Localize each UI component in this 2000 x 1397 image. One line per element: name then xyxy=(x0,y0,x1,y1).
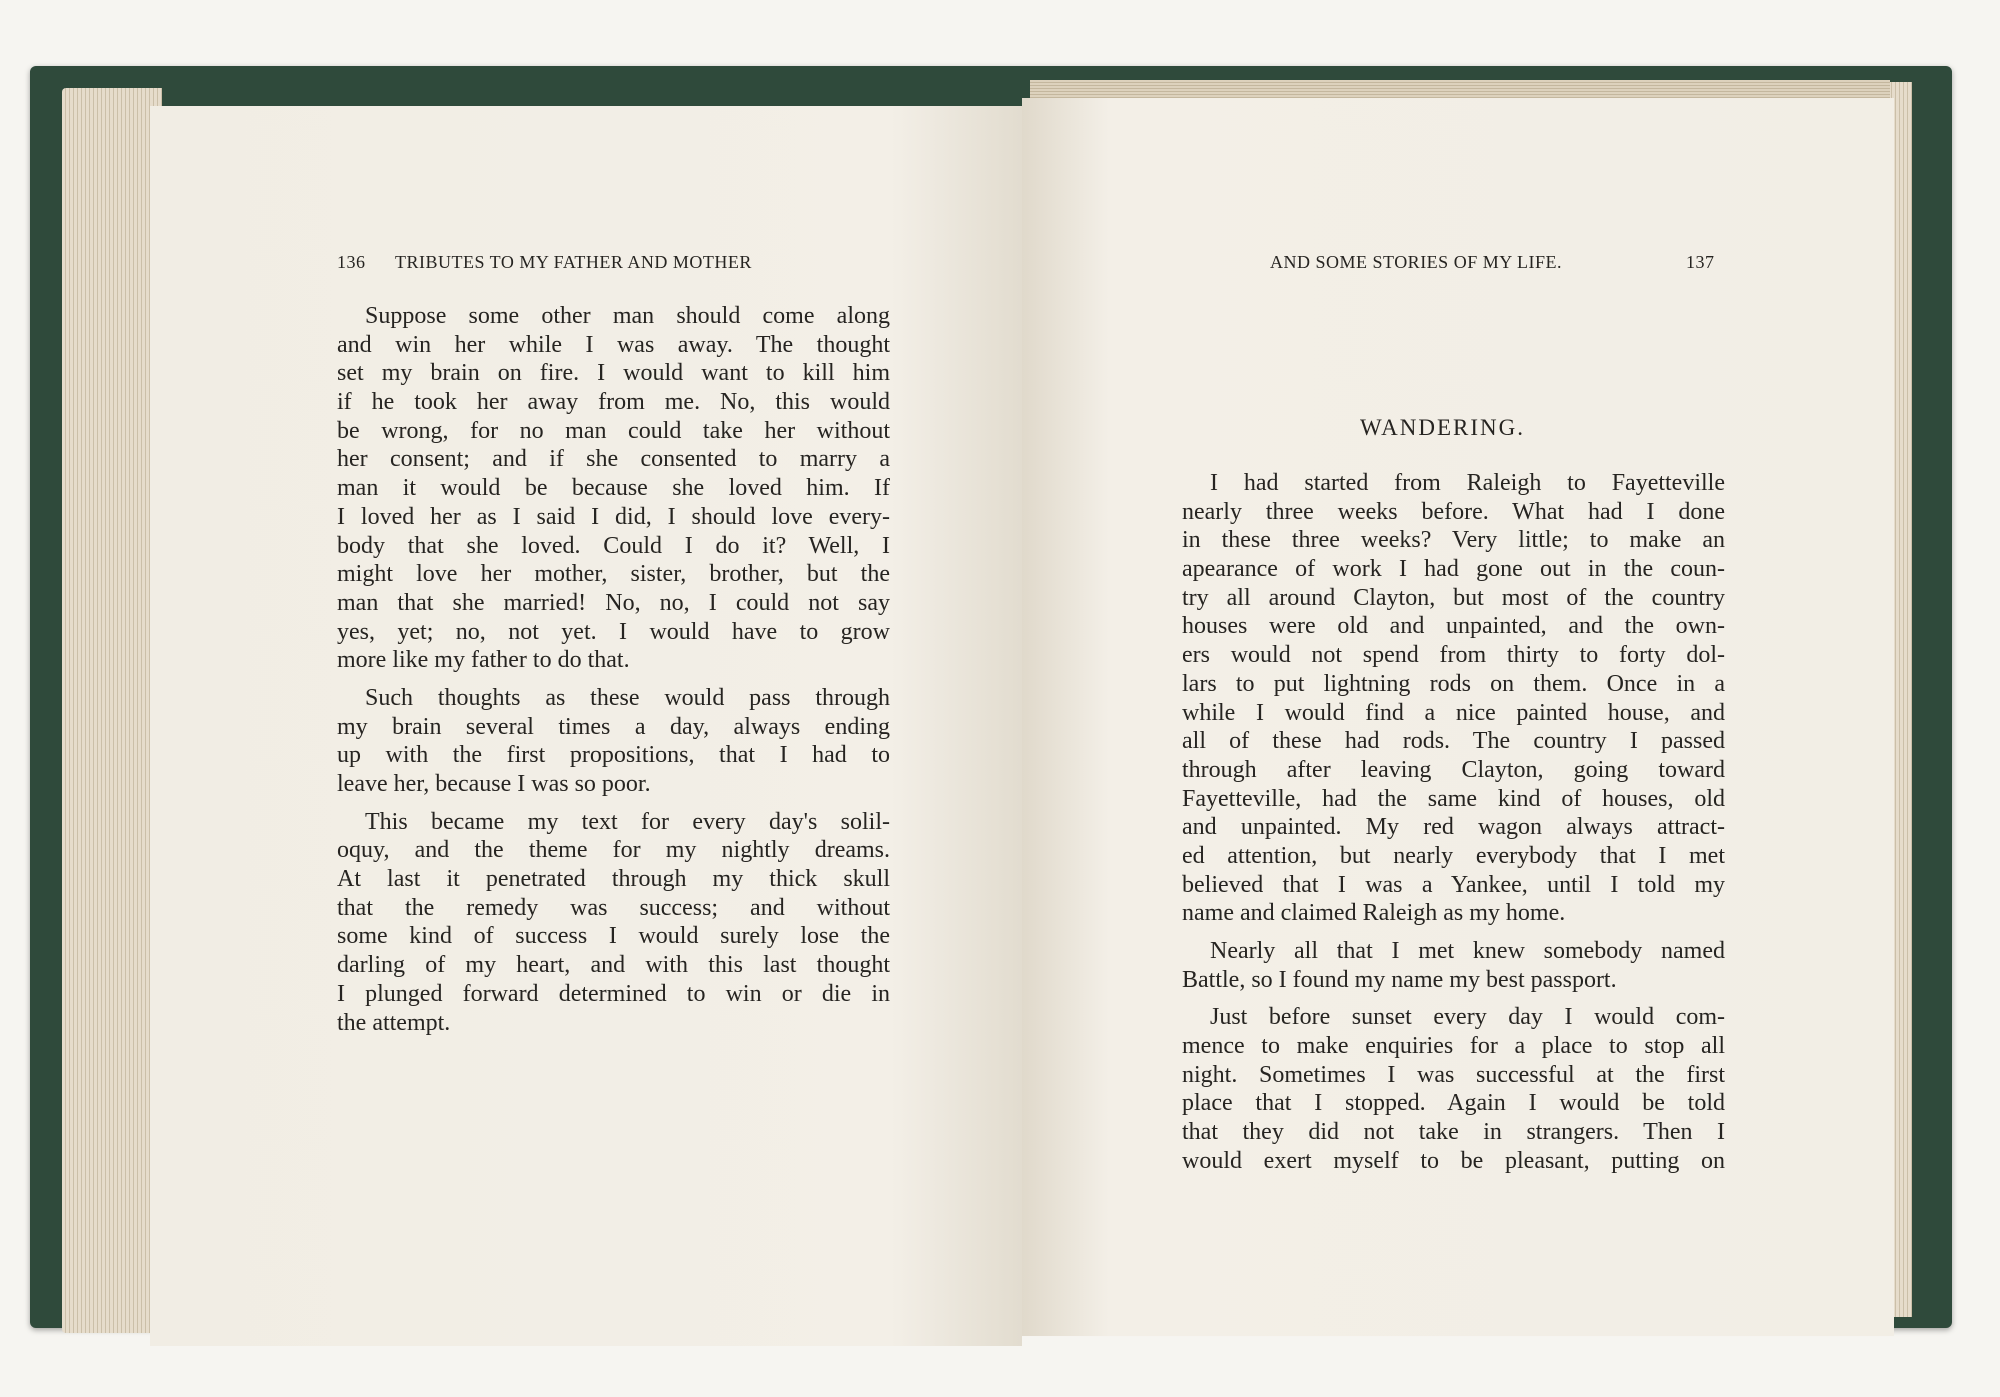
text-line: some kind of success I would surely lose the xyxy=(337,923,890,950)
text-line: lars to put lightning rods on them. Once in a xyxy=(1182,670,1725,697)
text-line: in these three weeks? Very little; to make an xyxy=(1182,527,1725,554)
text-line: Nearly all that I met knew somebody named xyxy=(1210,938,1725,964)
text-line: ed attention, but nearly everybody that I met xyxy=(1182,842,1725,869)
text-line: man that she married! No, no, I could not say xyxy=(337,589,890,616)
left-page-number: 136 xyxy=(337,252,366,272)
text-line: This became my text for every day's solil- xyxy=(365,808,890,835)
text-line: nearly three weeks before. What had I done xyxy=(1182,498,1725,525)
right-page-number: 137 xyxy=(1686,252,1715,272)
text-line: that they did not take in strangers. Then I xyxy=(1182,1119,1725,1146)
text-line: Such thoughts as these would pass through xyxy=(365,684,890,711)
text-line: man it would be because she loved him. If xyxy=(337,475,890,502)
left-running-head: TRIBUTES TO MY FATHER AND MOTHER xyxy=(395,252,752,272)
text-line: try all around Clayton, but most of the country xyxy=(1182,584,1725,611)
text-line: night. Sometimes I was successful at the first xyxy=(1182,1061,1725,1088)
paragraph xyxy=(1182,469,1725,928)
text-line: houses were old and unpainted, and the own- xyxy=(1182,613,1725,640)
text-line: might love her mother, sister, brother, but the xyxy=(337,561,890,588)
paragraph xyxy=(337,302,890,675)
text-line: her consent; and if she consented to marry a xyxy=(337,446,890,473)
text-line: At last it penetrated through my thick skull xyxy=(337,866,890,893)
text-line: Just before sunset every day I would com- xyxy=(1210,1004,1725,1031)
text-line: Battle, so I found my name my best passport. xyxy=(1182,966,1617,993)
text-line: name and claimed Raleigh as my home. xyxy=(1182,900,1566,927)
text-line: darling of my heart, and with this last thought xyxy=(337,952,890,979)
paragraph xyxy=(1182,1003,1725,1175)
text-line: mence to make enquiries for a place to stop all xyxy=(1182,1033,1725,1060)
text-line: would exert myself to be pleasant, putting on xyxy=(1182,1147,1725,1174)
right-running-head: AND SOME STORIES OF MY LIFE. xyxy=(1270,252,1563,272)
left-page-text xyxy=(337,302,890,1046)
text-line: all of these had rods. The country I passed xyxy=(1182,728,1725,755)
text-line: if he took her away from me. No, this would xyxy=(337,389,890,416)
paragraph xyxy=(337,684,890,799)
text-line: Fayetteville, had the same kind of houses, old xyxy=(1182,785,1725,812)
text-line: I loved her as I said I did, I should love every- xyxy=(337,503,890,530)
text-line: believed that I was a Yankee, until I told my xyxy=(1182,871,1725,898)
paragraph xyxy=(1182,937,1725,994)
right-page-text xyxy=(1182,469,1725,1185)
text-line: while I would find a nice painted house, and xyxy=(1182,699,1725,726)
text-line: I had started from Raleigh to Fayetteville xyxy=(1210,470,1725,496)
text-line: my brain several times a day, always ending xyxy=(337,713,890,740)
text-line: yes, yet; no, not yet. I would have to grow xyxy=(337,618,890,645)
text-line: oquy, and the theme for my nightly dreams. xyxy=(337,837,890,864)
text-line: that the remedy was success; and without xyxy=(337,894,890,921)
text-line: more like my father to do that. xyxy=(337,647,630,674)
text-line: ers would not spend from thirty to forty dol- xyxy=(1182,642,1725,669)
text-line: leave her, because I was so poor. xyxy=(337,771,651,797)
text-line: set my brain on fire. I would want to kill him xyxy=(337,360,890,387)
text-line: be wrong, for no man could take her without xyxy=(337,417,890,444)
text-line: up with the first propositions, that I had to xyxy=(337,742,890,769)
text-line: place that I stopped. Again I would be told xyxy=(1182,1090,1725,1117)
chapter-title: WANDERING. xyxy=(1360,415,1526,440)
text-line: and unpainted. My red wagon always attract- xyxy=(1182,814,1725,841)
page-edges-left xyxy=(62,88,162,1333)
text-line: Suppose some other man should come along xyxy=(365,303,890,329)
text-line: apearance of work I had gone out in the coun- xyxy=(1182,556,1725,583)
text-line: I plunged forward determined to win or die in xyxy=(337,980,890,1007)
text-line: through after leaving Clayton, going toward xyxy=(1182,756,1725,783)
text-line: the attempt. xyxy=(337,1009,451,1036)
text-line: body that she loved. Could I do it? Well, I xyxy=(337,532,890,559)
paragraph xyxy=(337,808,890,1038)
text-line: and win her while I was away. The thought xyxy=(337,331,890,358)
